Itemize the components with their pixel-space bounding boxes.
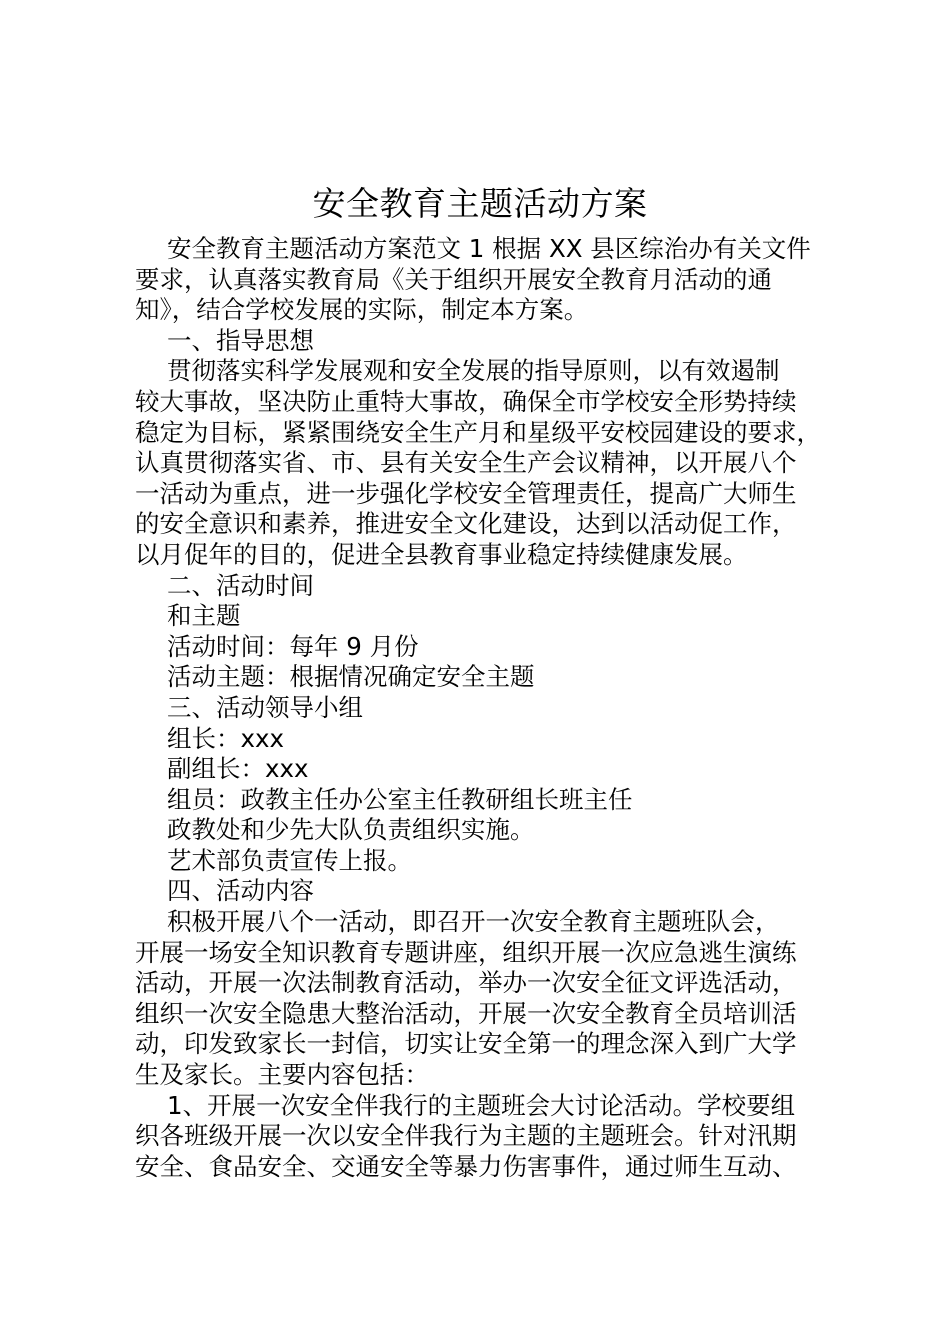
- document-line: 组员：政教主任办公室主任教研组长班主任: [167, 784, 633, 814]
- document-line: 组长：xxx: [167, 723, 284, 753]
- document-line: 较大事故，坚决防止重特大事故，确保全市学校安全形势持续: [135, 386, 797, 416]
- document-line: 稳定为目标，紧紧围绕安全生产月和星级平安校园建设的要求，: [135, 417, 821, 447]
- document-line: 织各班级开展一次以安全伴我行为主题的主题班会。针对汛期: [135, 1121, 797, 1151]
- document-line: 活动时间：每年 9 月份: [167, 631, 419, 661]
- document-line: 1、开展一次安全伴我行的主题班会大讨论活动。学校要组: [167, 1090, 796, 1120]
- document-line: 副组长：xxx: [167, 754, 309, 784]
- document-line: 四、活动内容: [167, 876, 314, 906]
- document-line: 以月促年的目的，促进全县教育事业稳定持续健康发展。: [135, 539, 748, 569]
- document-line: 生及家长。主要内容包括：: [135, 1060, 429, 1090]
- document-line: 积极开展八个一活动，即召开一次安全教育主题班队会，: [167, 907, 780, 937]
- document-title: 安全教育主题活动方案: [312, 184, 648, 223]
- document-line: 安全教育主题活动方案范文 1 根据 XX 县区综治办有关文件: [167, 234, 811, 263]
- document-line: 知》，结合学校发展的实际，制定本方案。: [135, 295, 589, 325]
- document-line: 一活动为重点，进一步强化学校安全管理责任，提高广大师生: [135, 478, 797, 508]
- document-line: 和主题: [167, 601, 241, 631]
- document-line: 开展一场安全知识教育专题讲座，组织开展一次应急逃生演练: [135, 937, 797, 967]
- document-line: 认真贯彻落实省、市、县有关安全生产会议精神，以开展八个: [135, 448, 797, 478]
- document-line: 要求，认真落实教育局《关于组织开展安全教育月活动的通: [135, 264, 772, 294]
- document-line: 二、活动时间: [167, 570, 314, 600]
- document-line: 一、指导思想: [167, 325, 314, 355]
- document-line: 政教处和少先大队负责组织实施。: [167, 815, 535, 845]
- document-line: 艺术部负责宣传上报。: [167, 845, 412, 875]
- document-line: 动，印发致家长一封信，切实让安全第一的理念深入到广大学: [135, 1029, 797, 1059]
- document-body: [135, 234, 855, 1182]
- document-line: 的安全意识和素养，推进安全文化建设，达到以活动促工作，: [135, 509, 797, 539]
- document-line: 贯彻落实科学发展观和安全发展的指导原则，以有效遏制: [167, 356, 780, 386]
- document-line: 三、活动领导小组: [167, 692, 363, 722]
- document-line: 组织一次安全隐患大整治活动，开展一次安全教育全员培训活: [135, 998, 797, 1028]
- document-line: 安全、食品安全、交通安全等暴力伤害事件，通过师生互动、: [135, 1151, 797, 1181]
- document-line: 活动主题：根据情况确定安全主题: [167, 662, 535, 692]
- document-line: 活动，开展一次法制教育活动，举办一次安全征文评选活动，: [135, 968, 797, 998]
